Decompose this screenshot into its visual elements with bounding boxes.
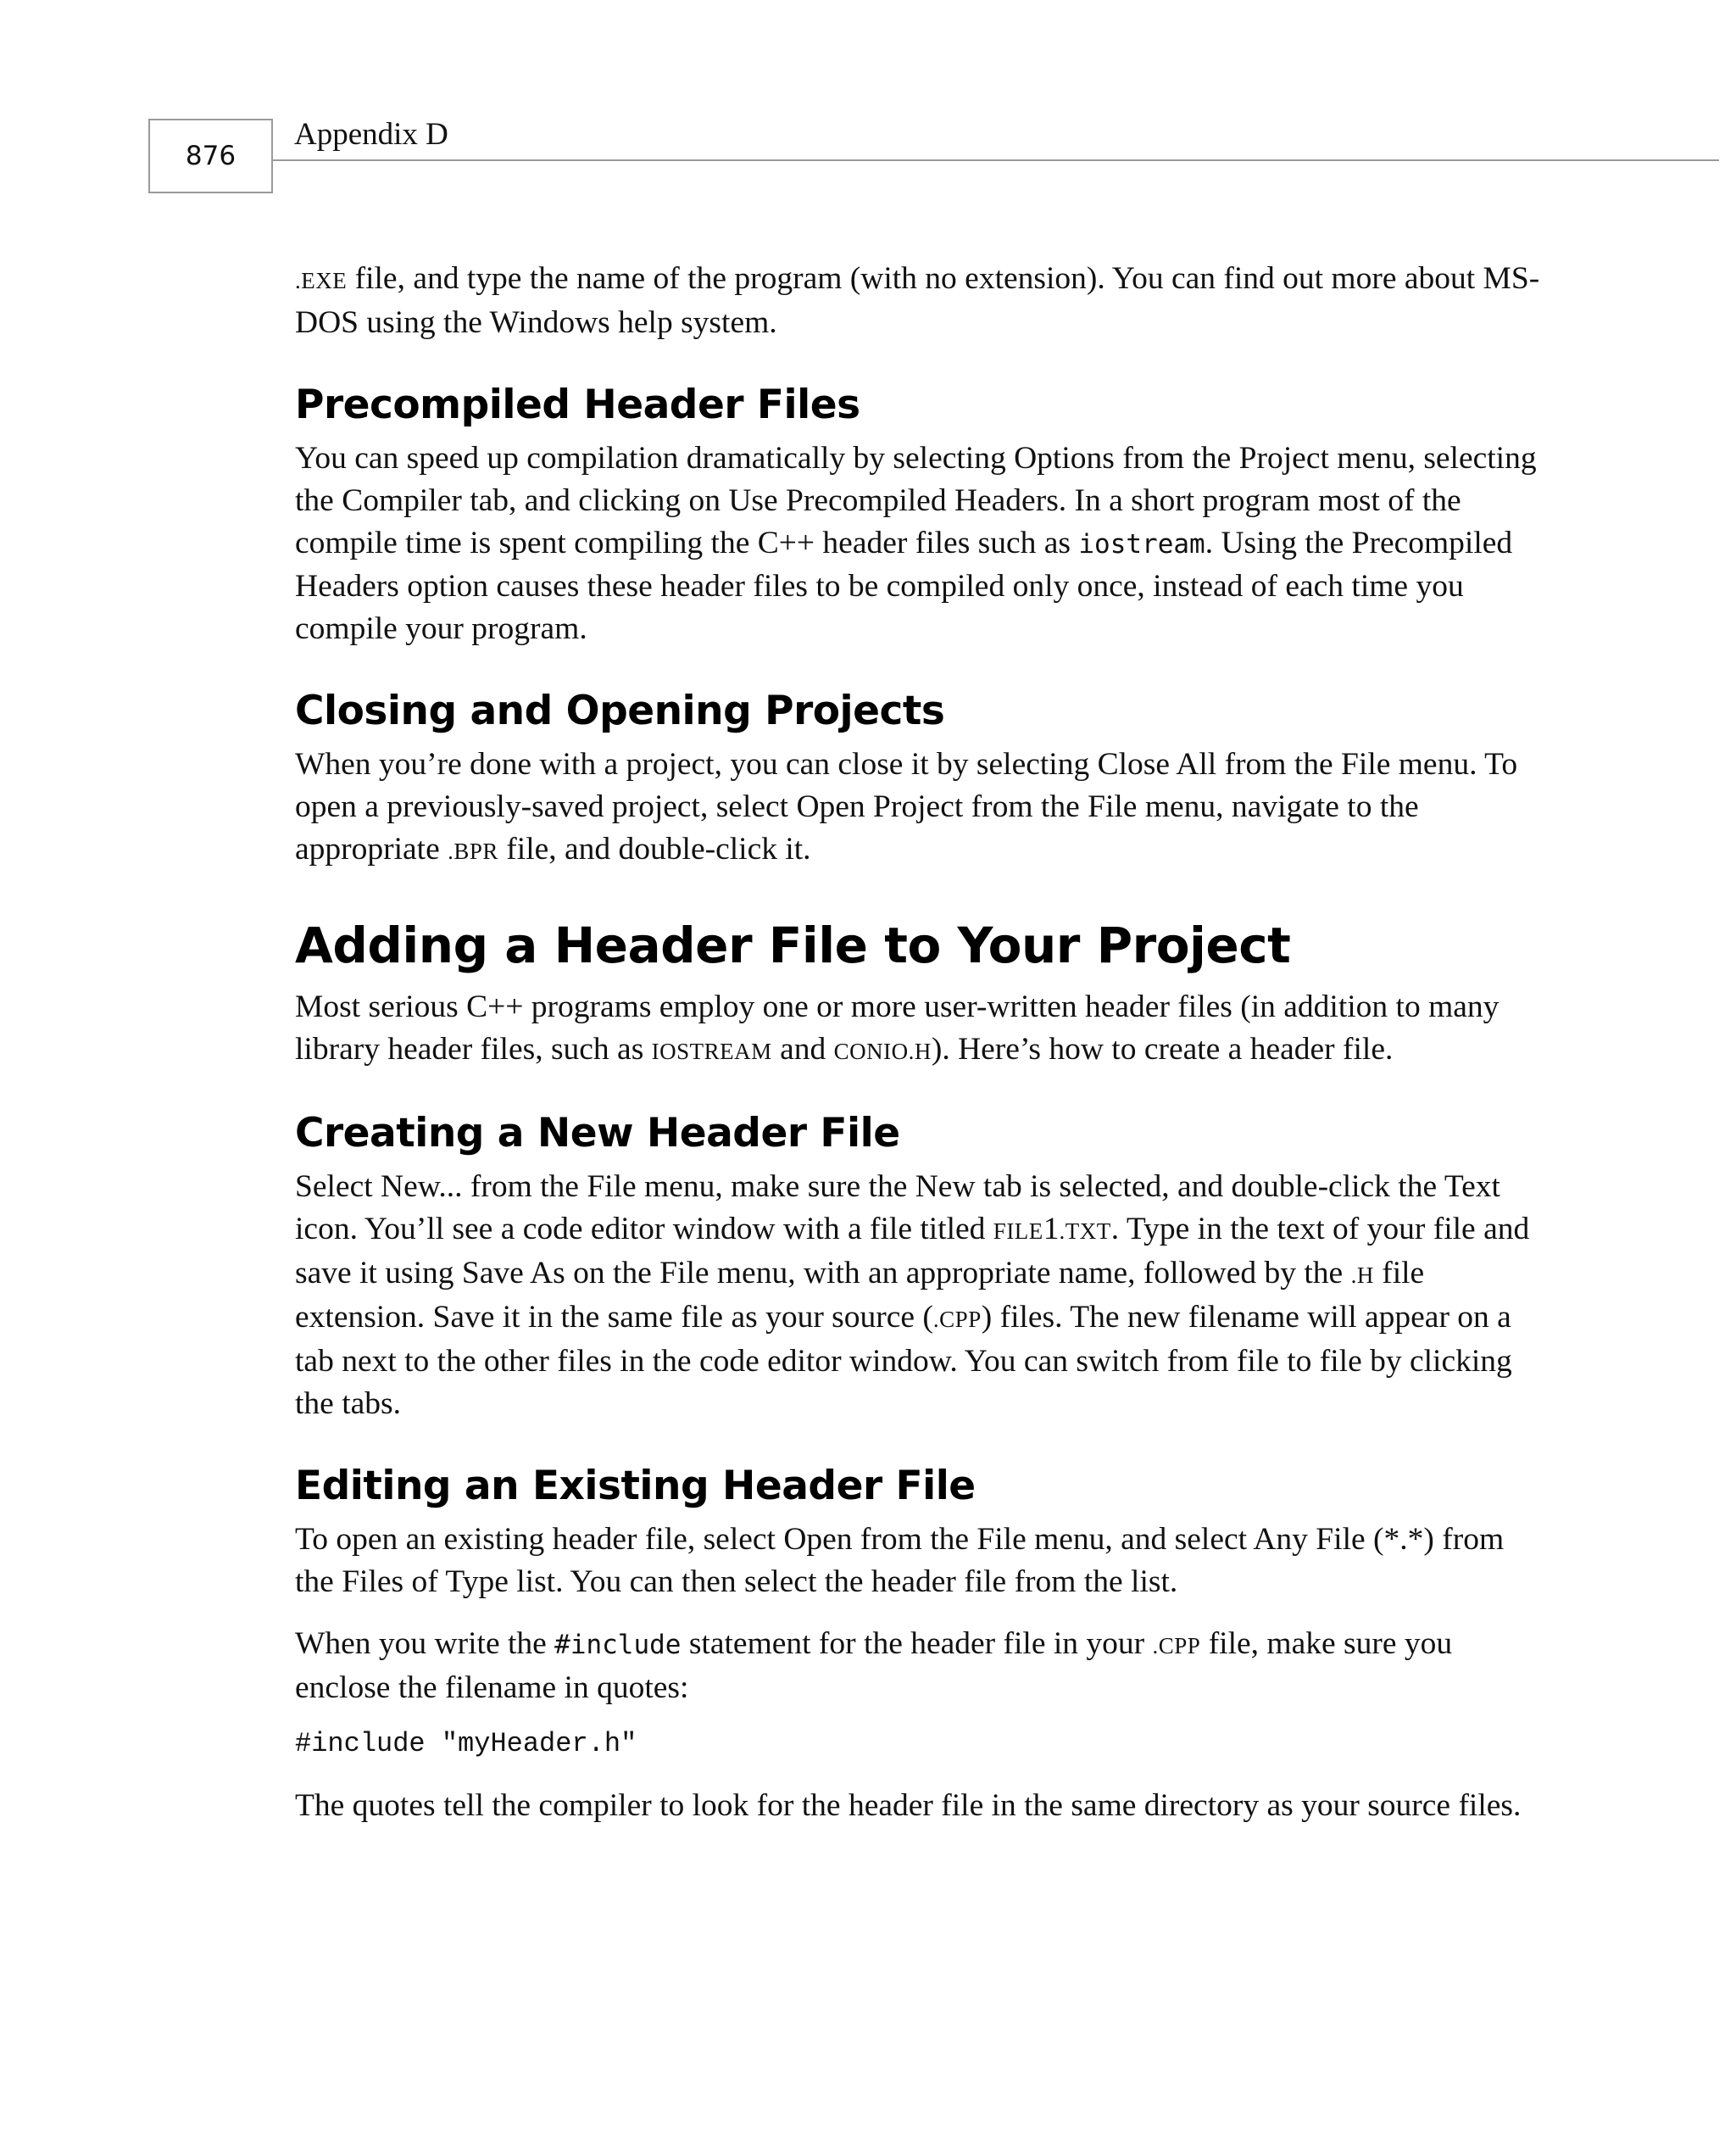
creating-num: 1 bbox=[1043, 1212, 1060, 1246]
adding-text-b: and bbox=[771, 1032, 834, 1067]
adding-paragraph bbox=[295, 986, 1550, 1073]
closing-paragraph bbox=[295, 744, 1550, 872]
creating-sc-file: FILE bbox=[993, 1218, 1043, 1244]
creating-sc-h: .H bbox=[1350, 1263, 1374, 1288]
heading-closing: Closing and Opening Projects bbox=[295, 688, 945, 734]
precompiled-paragraph bbox=[295, 438, 1550, 650]
precompiled-text-b: . Using the Precompiled Headers option causes these header files to be compiled only once, instead of each time you compile your program. bbox=[295, 526, 1513, 646]
editing-paragraph-3: The quotes tell the compiler to look for the header file in the same directory as your source files. bbox=[295, 1788, 1522, 1823]
page-content bbox=[295, 258, 1550, 1827]
editing-paragraph-2 bbox=[295, 1623, 1550, 1709]
running-head: Appendix D bbox=[294, 117, 448, 152]
creating-text-a: Select New... from the File menu, make sure the New tab is selected, and double-click the Text icon. You’ll see a code editor window with a file titled bbox=[295, 1169, 1500, 1246]
precompiled-text-a: You can speed up compilation dramatically by selecting Options from the Project menu, selecting the Compiler tab, and clicking on Use Precompiled Headers. In a short program most of the compile time is spent compiling the C++ header files such as bbox=[295, 441, 1537, 560]
editing-sc-cpp: .CPP bbox=[1152, 1633, 1201, 1658]
intro-paragraph bbox=[295, 258, 1550, 344]
intro-text: file, and type the name of the program (with no extension). You can find out more about MS-DOS using the Windows help system. bbox=[295, 261, 1540, 340]
creating-text-d: ) files. The new filename will appear on a tab next to the other files in the code editor window. You can switch from file to file by clicking the tabs. bbox=[295, 1300, 1512, 1421]
creating-sc-cpp: .CPP bbox=[932, 1307, 982, 1332]
adding-text-c: ). Here’s how to create a header file. bbox=[931, 1032, 1394, 1067]
intro-ext: .EXE bbox=[295, 268, 348, 293]
creating-text-b: . Type in the text of your file and save it using Save As on the File menu, with an appropriate name, followed by the bbox=[295, 1212, 1530, 1290]
adding-sc-conio: CONIO.H bbox=[833, 1039, 932, 1064]
closing-ext: .BPR bbox=[448, 839, 498, 864]
adding-text-a: Most serious C++ programs employ one or more user-written header files (in addition to many library header files, such as bbox=[295, 989, 1500, 1067]
precompiled-code: iostream bbox=[1078, 529, 1205, 560]
header-rule bbox=[273, 159, 1719, 161]
editing-text-b: statement for the header file in your bbox=[681, 1626, 1153, 1661]
editing-paragraph-1: To open an existing header file, select Open from the File menu, and select Any File (*.*) from the Files of Type list. You can then select the header file from the list. bbox=[295, 1522, 1505, 1599]
heading-creating: Creating a New Header File bbox=[295, 1110, 900, 1157]
heading-adding: Adding a Header File to Your Project bbox=[295, 917, 1291, 974]
editing-code-include: #include bbox=[554, 1630, 682, 1660]
creating-sc-txt: .TXT bbox=[1059, 1218, 1111, 1244]
adding-sc-iostream: IOSTREAM bbox=[651, 1039, 772, 1064]
heading-precompiled: Precompiled Header Files bbox=[295, 382, 860, 428]
code-sample: #include "myHeader.h" bbox=[295, 1728, 637, 1759]
editing-text-a: When you write the bbox=[295, 1626, 555, 1661]
heading-editing: Editing an Existing Header File bbox=[295, 1463, 976, 1509]
creating-paragraph bbox=[295, 1166, 1550, 1425]
editing-text-c: file, make sure you enclose the filename in quotes: bbox=[295, 1626, 1453, 1705]
closing-text-a: When you’re done with a project, you can close it by selecting Close All from the File menu. To open a previously-saved project, select Open Project from the File menu, navigate to the appropriate bbox=[295, 747, 1518, 867]
closing-text-b: file, and double-click it. bbox=[498, 832, 811, 867]
creating-text-c: file extension. Save it in the same file as your source ( bbox=[295, 1256, 1425, 1335]
page-number: 876 bbox=[148, 119, 273, 193]
